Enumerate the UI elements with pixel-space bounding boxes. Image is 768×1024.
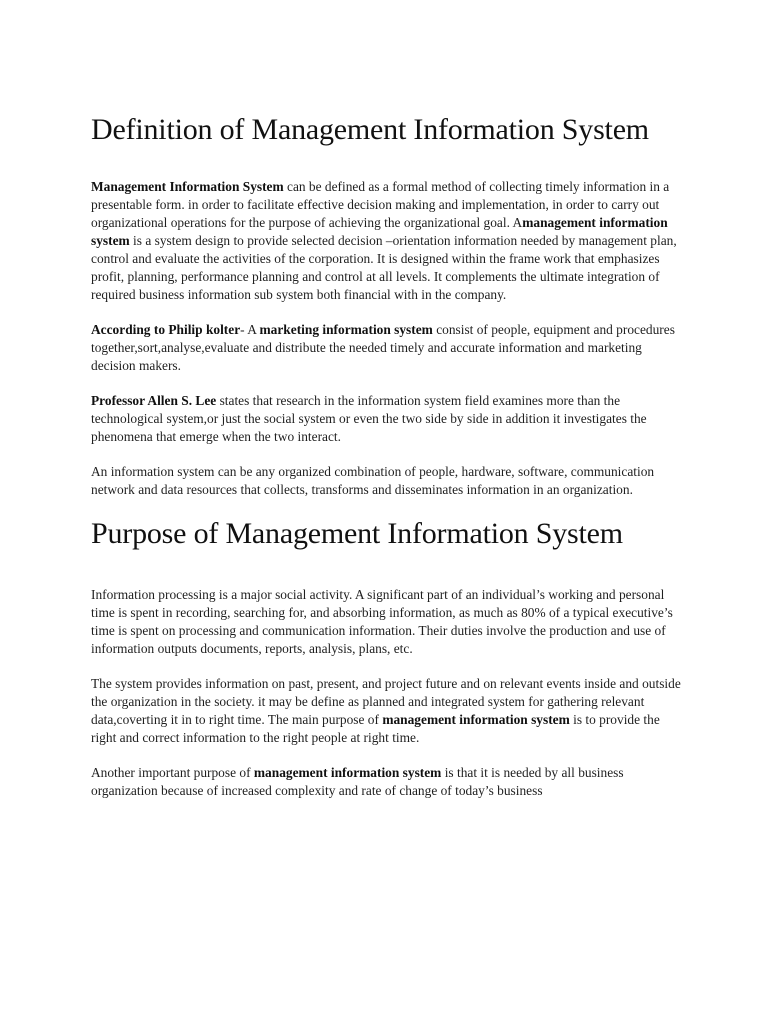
body-text: states that research in the information system field examines more than the technological system,or just the social system or even the two side by side in addition it investigates the phenomena that emerge when the two interact. — [91, 393, 647, 444]
bold-term: management information system — [382, 712, 570, 727]
bold-term: marketing information system — [259, 322, 433, 337]
paragraph-information-system — [91, 463, 683, 499]
document-page — [91, 112, 683, 817]
bold-term: According to Philip kolter — [91, 322, 241, 337]
paragraph-allen-lee — [91, 392, 683, 446]
section-heading-purpose: Purpose of Management Information System — [91, 517, 623, 550]
paragraph-philip-kolter — [91, 321, 683, 375]
paragraph-mis-definition — [91, 178, 683, 304]
body-text: An information system can be any organized combination of people, hardware, software, communication network and data resources that collects, transforms and disseminates information in an organization. — [91, 464, 655, 497]
bold-term: Professor Allen S. Lee — [91, 393, 217, 408]
body-text: consist of people, equipment and procedures together,sort,analyse,evaluate and distribute the needed timely and accurate information and marketing decision makers. — [91, 322, 675, 373]
paragraph-another-purpose — [91, 764, 683, 800]
body-text: is that it is needed by all business organization because of increased complexity and rate of change of today’s business — [91, 765, 624, 798]
body-text: can be defined as a formal method of collecting timely information in a presentable form. in order to facilitate effective decision making and implementation, in order to carry out organizational operations for the purpose of achieving the organizational goal. A — [91, 179, 670, 230]
body-text: Information processing is a major social activity. A significant part of an individual’s working and personal time is spent in recording, searching for, and absorbing information, as much as 80% of a typical executive’s time is spent on processing and communication information. Their duties involve the production and use of information outputs documents, reports, analysis, plans, etc. — [91, 587, 673, 656]
body-text: - A — [240, 322, 260, 337]
bold-term: Management Information System — [91, 179, 284, 194]
body-text: The system provides information on past, present, and project future and on relevant events inside and outside the organization in the society. it may be define as planned and integrated system for gathering relevant data,coverting it in to right time. The main purpose of — [91, 676, 681, 727]
body-text: Another important purpose of — [91, 765, 254, 780]
paragraph-information-processing — [91, 586, 683, 658]
paragraph-system-provides — [91, 675, 683, 747]
bold-term: management information system — [253, 765, 442, 780]
bold-term: management information system — [91, 215, 668, 248]
body-text: is a system design to provide selected decision –orientation information needed by management plan, control and evaluate the activities of the corporation. It is designed within the frame work that emphasizes profit, planning, performance planning and control at all levels. It complements the ultimate integration of required business information sub system both financial with in the company. — [91, 233, 677, 302]
body-text: is to provide the right and correct information to the right people at right time. — [91, 712, 660, 745]
section-heading-definition: Definition of Management Information System — [91, 113, 649, 146]
